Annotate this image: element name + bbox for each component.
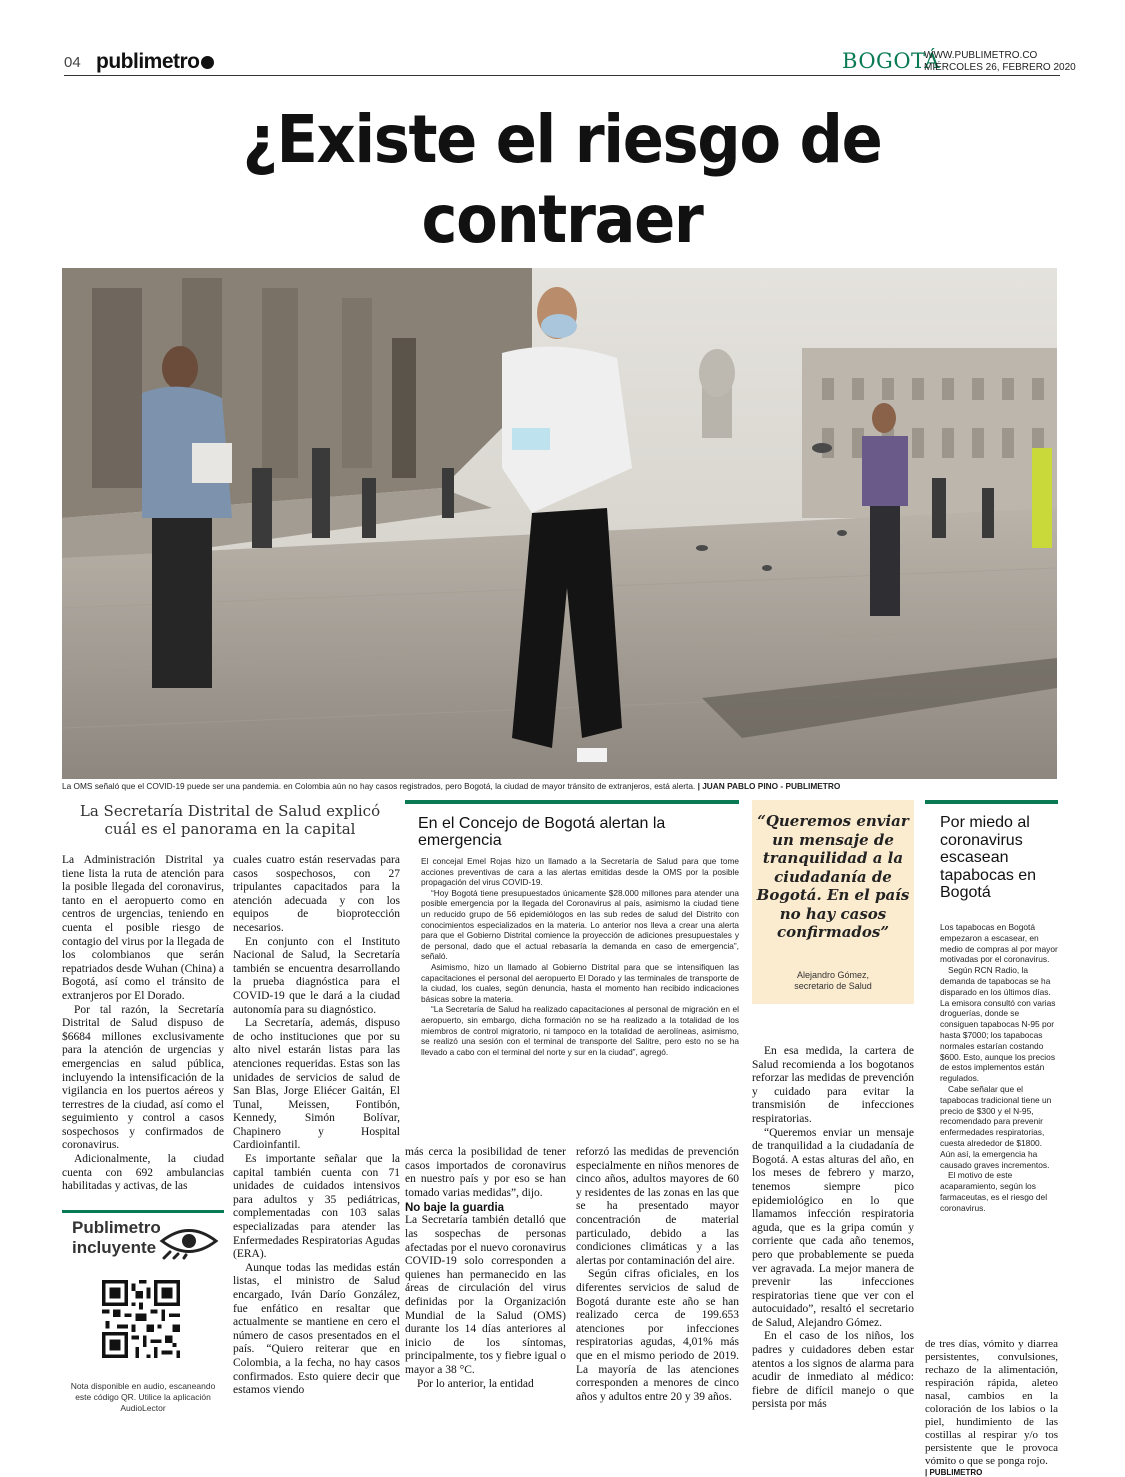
article-column-1 bbox=[62, 854, 224, 1194]
paragraph: Cabe señalar que el tapabocas tradicional tiene un precio de $300 y el N-95, recomendado para prevenir enfermedades respiratorias, cuesta alrededor de $1800. Aún así, la emergencia ha causado graves incrementos. bbox=[940, 1083, 1052, 1170]
concejo-text bbox=[421, 856, 739, 1057]
main-photo bbox=[62, 268, 1057, 779]
article-signature: | PUBLIMETRO bbox=[925, 1468, 983, 1477]
paragraph: Según RCN Radio, la demanda de tapabocas se ha disparado en los últimos días. La emisora consultó con varias droguerías, donde se consiguen tapabocas N-95 por hasta $7000; los tapabocas normales estarían costando $600. Esto, aunque los precios de estos implementos están regulados. bbox=[940, 965, 1056, 1084]
paragraph: La Secretaría también detalló que las sospechas de personas afectadas por el nuevo coronavirus COVID-19 solo corresponden a quienes han permanecido en las áreas de circulación del virus definidas por la Organización Mundial de la Salud (OMS) durante los 14 días anteriores al inicio de los síntomas, principalmente, tos y fiebre igual o mayor a 38 °C. bbox=[405, 1214, 566, 1376]
paragraph: “Hoy Bogotá tiene presupuestados únicamente $28.000 millones para atender una posible emergencia por la llegada del Coronavirus al país, asimismo la ciudad tiene un reducido grupo de 56 epidemiólogos en las sub redes de salud del Distrito con conocimientos especializados en la materia. Lo anterior nos lleva a crear una alerta para que el Gobierno Distrital comience la proyección de adiciones presupuestales y de personal, dado que el actual rebasaría la demanda en caso de emergencia”, señaló. bbox=[421, 887, 739, 962]
subhead: No baje la guardia bbox=[405, 1202, 505, 1215]
article-column-2 bbox=[233, 854, 400, 1398]
paragraph: En esa medida, la cartera de Salud recomienda a los bogotanos reforzar las medidas de prevención y cuidado para evitar la transmisión de infecciones respiratorias. bbox=[752, 1045, 914, 1125]
article-column-5 bbox=[752, 1045, 914, 1412]
eye-hand-icon bbox=[160, 1224, 218, 1262]
paragraph: La Secretaría, además, dispuso de ocho instituciones que por su alto nivel estarán listas para las atenciones requeridas. Estas son las unidades de servicios de salud de San Blas, Jorge Eliécer Gaitán, El Tunal, Meissen, Fontibón, Kennedy, Simón Bolívar, Chapinero y Hospital Cardioinfantil. bbox=[233, 1017, 400, 1152]
paragraph: de tres días, vómito y diarrea persistentes, convulsiones, rechazo de la alimentación, respiración rápida, aleteo nasal, cambios en la coloración de los labios o la piel, hundimiento de las costillas al respirar y/o tos persistente que le provoca vómito o que se ponga rojo. bbox=[925, 1338, 1058, 1467]
paragraph: Asimismo, hizo un llamado al Gobierno Distrital para que se intensifiquen las capacitaciones el personal del aeropuerto El Dorado y las terminales de transporte de la ciudad, los cuales, según denuncia, hasta el momento han recibido indicaciones básicas sobre la materia. bbox=[421, 961, 739, 1004]
paragraph: El motivo de este acaparamiento, según los farmaceutas, es el riesgo del coronavirus. bbox=[940, 1170, 1048, 1213]
paragraph: Por lo anterior, la entidad bbox=[417, 1377, 534, 1390]
sidebar-divider bbox=[925, 800, 1058, 804]
concejo-title: En el Concejo de Bogotá alertan la emergencia bbox=[418, 815, 666, 849]
paragraph: más cerca la posibilidad de tener casos importados de coronavirus en nuestro país y por eso se han tomado varias medidas”, dijo. bbox=[405, 1146, 566, 1199]
article-column-6 bbox=[925, 1338, 1058, 1477]
incluyente-divider bbox=[62, 1210, 224, 1213]
sidebar-text bbox=[940, 922, 1058, 1214]
website-url: WWW.PUBLIMETRO.CO bbox=[924, 50, 1038, 61]
header-meta bbox=[924, 50, 1076, 74]
paragraph: reforzó las medidas de prevención especialmente en niños menores de cinco años, adultos mayores de 60 y residentes de las zonas en las que se ha presentado mayor concentración de material particulado, debido a las condiciones climáticas y a las alertas por contaminación del aire. bbox=[576, 1146, 739, 1267]
paragraph: Es importante señalar que la capital también cuenta con 71 unidades de cuidados intensivos para adultos y 35 pediátricas, complementadas con 103 salas especializadas para atender las Enfermedades Respiratorias Agudas (ERA). bbox=[233, 1153, 400, 1261]
paragraph: “La Secretaría de Salud ha realizado capacitaciones al personal de migración en el aeropuerto, sin embargo, dicha formación no se ha realizado a la totalidad de los miembros de control migratorio, ni tampoco en la totalidad de aerolíneas, asimismo, se realizó una sesión con el terminal de transporte del Salitre, pero esto no se ha llevado a cabo con el terminal del norte y sur en la ciudad”, agregó. bbox=[421, 1004, 739, 1057]
qr-code[interactable] bbox=[102, 1280, 180, 1362]
pull-quote: “Queremos enviar un mensaje de tranquilidad a la ciudadanía de Bogotá. En el país no hay casos confirmados” bbox=[756, 812, 910, 941]
photo-credit: | JUAN PABLO PINO - PUBLIMETRO bbox=[697, 781, 841, 791]
paragraph: El concejal Emel Rojas hizo un llamado a la Secretaría de Salud para que tome acciones preventivas de cara a las alertas emitidas desde la OMS por la posible propagación del virus COVID-19. bbox=[421, 856, 739, 888]
paragraph: Aunque todas las medidas están listas, el ministro de Salud encargado, Iván Darío González, fue enfático en resaltar que actualmente se mantiene en cero el número de casos presentados en el país. “Quiero reiterar que en Colombia, a la fecha, no hay casos confirmados. Esto quiere decir que estamos viendo bbox=[233, 1261, 400, 1397]
paragraph: Según cifras oficiales, en los diferentes servicios de salud de Bogotá durante este año se han realizado cerca de 199.653 atenciones por infecciones respiratorias agudas, 4,01% más que en el mismo periodo de 2019. La mayoría de las atenciones corresponden a menores de cinco años y adultos entre 20 y 39 años. bbox=[576, 1268, 739, 1403]
publimetro-logo: publimetro bbox=[96, 50, 214, 74]
pull-quote-author: Alejandro Gómez, secretario de Salud bbox=[794, 970, 872, 991]
article-column-3 bbox=[405, 1146, 566, 1391]
article-subtitle: La Secretaría Distrital de Salud explicó cuál es el panorama en la capital bbox=[79, 802, 381, 838]
incluyente-title: Publimetro incluyente bbox=[72, 1218, 161, 1257]
sidebar-title: Por miedo al coronavirus escasean tapabocas en Bogotá bbox=[940, 814, 1037, 901]
paragraph: La Administración Distrital ya tiene lista la ruta de atención para la posible llegada del coronavirus, tanto en el aeropuerto como en centros de urgencias, teniendo en cuenta el posible riesgo de contagio del virus por la llegada de los colombianos que serán repatriados desde Wuhan (China) a Bogotá, así como el tránsito de extranjeros por El Dorado. bbox=[62, 854, 224, 1002]
headline-line-1: ¿Existe el riesgo de contraer bbox=[242, 101, 882, 258]
header-divider bbox=[64, 75, 1060, 76]
photo-caption: La OMS señaló que el COVID-19 puede ser una pandemia. en Colombia aún no hay casos registrados, pero Bogotá, la ciudad de mayor tránsito de extranjeros, está alerta. | JUAN PABLO PINO - PUBLIMETRO bbox=[62, 781, 841, 791]
paragraph: En conjunto con el Instituto Nacional de Salud, la Secretaría también se encuentra desarrollando la prueba diagnóstica para el COVID-19 que le dará a la ciudad autonomía para su diagnóstico. bbox=[233, 935, 400, 1016]
issue-date: MIÉRCOLES 26, FEBRERO 2020 bbox=[924, 62, 1076, 73]
page-number: 04 bbox=[64, 54, 81, 71]
paragraph: cuales cuatro están reservadas para casos sospechosos, con 27 tripulantes capacitados para la atención adecuada y con los equipos de bioprotección necesarios. bbox=[233, 854, 400, 934]
paragraph: Los tapabocas en Bogotá empezaron a escasear, en medio de compras al por mayor motivadas por el coronavirus. bbox=[940, 922, 1058, 965]
section-name: BOGOTÁ bbox=[842, 49, 941, 73]
concejo-divider bbox=[405, 800, 739, 804]
qr-note: Nota disponible en audio, escaneando este código QR. Utilice la aplicación AudioLector bbox=[70, 1381, 216, 1413]
paragraph: Adicionalmente, la ciudad cuenta con 692 ambulancias habilitadas y activas, de las bbox=[62, 1153, 224, 1193]
paragraph: “Queremos enviar un mensaje de tranquilidad a la ciudadanía de Bogotá. A estas alturas del año, en los meses de febrero y marzo, tenemos siempre pico epidemiológico en lo que llamamos infección respiratoria aguda, que es la gripa común y corriente que cada año tenemos, pero que probablemente se pueda ver agravada. La mejor manera de prevenir las infecciones respiratorias tiene que ver con el autocuidado”, resaltó el secretario de Salud, Alejandro Gómez. bbox=[752, 1126, 914, 1329]
paragraph: En el caso de los niños, los padres y cuidadores deben estar atentos a los signos de alarma para acudir de inmediato al médico: fiebre de difícil manejo o que persista por más bbox=[752, 1330, 914, 1411]
article-column-4 bbox=[576, 1146, 739, 1404]
paragraph: Por tal razón, la Secretaría Distrital de Salud dispuso de $6684 millones exclusivamente para la atención de urgencias y emergencias en salud pública, incluyendo la intensificación de la vigilancia en los puertos aéreos y terrestres de la ciudad, así como el seguimiento y control a casos sospechosos y confirmados de coronavirus. bbox=[62, 1003, 224, 1152]
